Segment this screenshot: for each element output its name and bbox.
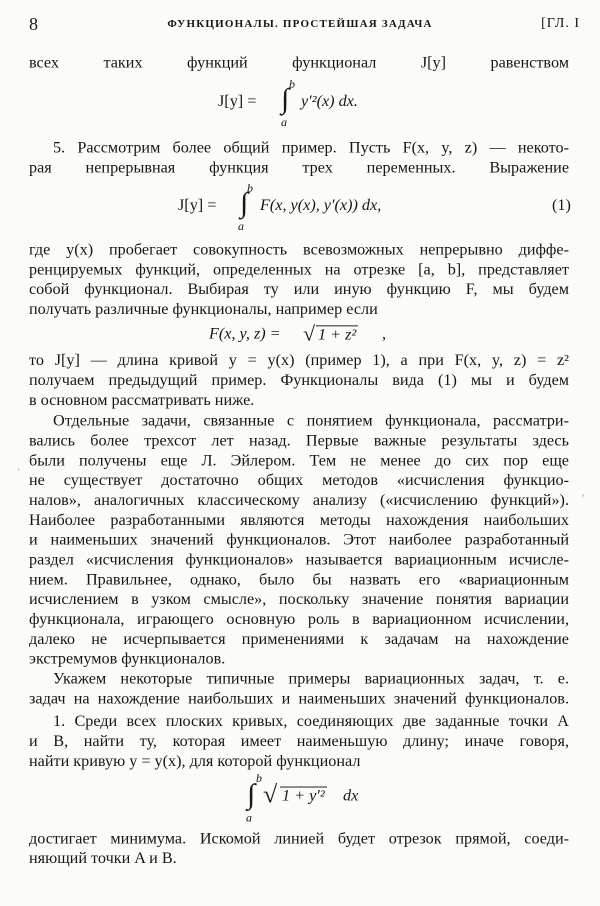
- content-frame: [0, 40, 600, 867]
- text-line: няющий точки A и B.: [29, 849, 177, 867]
- radicand-text: 1 + y′²: [282, 787, 325, 805]
- radicand: 1 + z²: [318, 326, 357, 344]
- text-line: получать различные функционалы, например если: [29, 300, 378, 318]
- integral-sign: ∫: [281, 83, 290, 115]
- text-line: ренцируемых функций, определенных на отрезке [a, b], представляет: [29, 261, 569, 279]
- text-line: функционала, играющего основную роль в вариационном исчислении,: [29, 610, 569, 628]
- text-line: и B, найти ту, которая имеет наименьшую длину; иначе говоря,: [29, 732, 569, 750]
- formula-lhs: F(x, y, z) =: [209, 325, 281, 343]
- text-line: раздел «исчисления функционалов» называется вариационным исчисле-: [29, 551, 569, 569]
- lower-limit: a: [281, 115, 287, 129]
- lower-limit: a: [246, 811, 252, 825]
- text-line: и наименьших значений функционалов. Этот наиболее разработанный: [29, 531, 569, 549]
- formula-2: [0, 182, 600, 239]
- text-line: Укажем некоторые типичные примеры вариационных задач, т. е.: [53, 670, 569, 688]
- formula-lhs: J[y] =: [218, 92, 257, 110]
- text-line: далеко не исчерпывается применениями к задачам на нахождение: [29, 630, 569, 648]
- text-line: 5. Рассмотрим более общий пример. Пусть F(x, y, z) — некото-: [53, 139, 569, 157]
- page-number: 8: [29, 14, 38, 34]
- margin-speck: .: [17, 459, 20, 473]
- text-line: экстремумов функционалов.: [29, 650, 226, 668]
- upper-limit: b: [289, 77, 295, 92]
- text-line: Наиболее разработанными являются методы нахождения наибольших: [29, 511, 569, 529]
- text-line: исчислением в узком смысле», поскольку значение понятия вариации: [29, 590, 569, 608]
- text-line: получаем предыдущий пример. Функционалы вида (1) мы и будем: [29, 371, 569, 389]
- upper-limit: b: [247, 181, 253, 195]
- integrand: F(x, y(x), y′(x)) dx,: [260, 196, 382, 214]
- integral-sign: ∫: [247, 778, 256, 811]
- text-line: найти кривую y = y(x), для которой функционал: [29, 752, 361, 770]
- formula-1: [0, 78, 600, 135]
- text-line: достигает минимума. Искомой линией будет отрезок прямой, соеди-: [29, 830, 569, 848]
- text-line: рая непрерывная функция трех переменных. Выражение: [29, 159, 569, 177]
- upper-limit: b: [256, 771, 262, 785]
- formula-lhs: J[y] =: [178, 196, 217, 214]
- lower-limit: a: [238, 219, 244, 233]
- text-line: налов», аналогичных классическому анализу («исчислению функций»).: [29, 491, 569, 509]
- equation-number: (1): [552, 196, 571, 214]
- chapter-label: [ГЛ. I: [541, 16, 580, 31]
- text-line: задач на нахождение наибольших и наименьших значений функционалов.: [29, 690, 569, 708]
- text-line: в основном рассматривать ниже.: [29, 391, 255, 409]
- formula-3: [0, 321, 600, 350]
- formula-tail: dx: [343, 787, 359, 805]
- radicand: [280, 787, 327, 806]
- radical-sign: √: [263, 780, 278, 809]
- text-line: собой функционал. Выбирая ту или иную функцию F, мы будем: [29, 280, 569, 298]
- integrand: y′²(x) dx.: [301, 92, 358, 110]
- text-line: всех таких функций функционал J[y] равенством: [29, 54, 569, 72]
- text-line: Отдельные задачи, связанные с понятием функционала, рассматри-: [53, 412, 569, 430]
- running-title: ФУНКЦИОНАЛЫ. ПРОСТЕЙШАЯ ЗАДАЧА: [167, 18, 433, 30]
- text-line: были получены еще Л. Эйлером. Тем не менее до сих пор еще: [29, 452, 569, 470]
- text-line: то J[y] — длина кривой y = y(x) (пример 1), а при F(x, y, z) = z²: [29, 351, 569, 369]
- text-line: вались более трехсот лет назад. Первые важные результаты здесь: [29, 432, 569, 450]
- integral-sign: ∫: [240, 187, 249, 219]
- margin-speck: ': [582, 491, 585, 505]
- running-header: [0, 0, 600, 40]
- text-line: где y(x) пробегает совокупность всевозможных непрерывно диффе-: [29, 241, 569, 259]
- radical-sign: √: [303, 321, 316, 346]
- formula-tail: ,: [382, 325, 387, 343]
- text-line: не существует достаточно общих методов «исчисления функцио-: [29, 471, 569, 489]
- text-line: 1. Среди всех плоских кривых, соединяющих две заданные точки A: [53, 712, 569, 730]
- text-line: нием. Правильнее, однако, было бы назвать его «вариационным: [29, 571, 569, 589]
